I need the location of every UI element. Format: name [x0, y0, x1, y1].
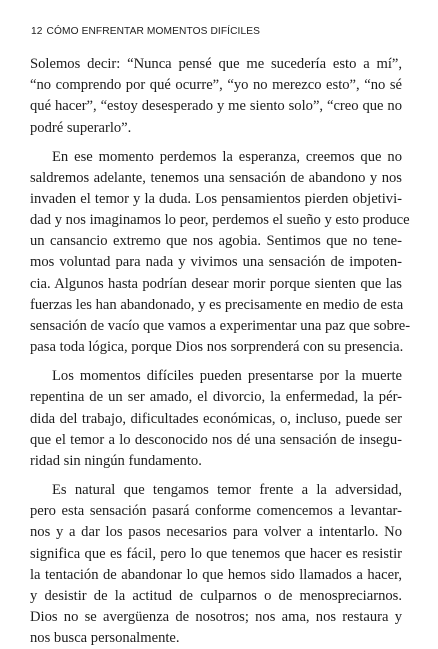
- paragraph-3: [30, 366, 402, 472]
- text-line: Es natural que tengamos temor frente a la adversidad,: [52, 481, 402, 498]
- text-line: dida del trabajo, dificultades económicas, o, incluso, puede ser: [30, 410, 402, 427]
- text-line: pero esta sensación pasará conforme comencemos a levantar-: [30, 503, 402, 520]
- text-line: invaden el temor y la duda. Los pensamientos pierden objetivi-: [30, 190, 402, 207]
- running-title: CÓMO ENFRENTAR MOMENTOS DIFÍCILES: [46, 26, 261, 37]
- text-line: saldremos adelante, tenemos una sensación de abandono y nos: [30, 169, 402, 186]
- text-line: nos busca personalmente.: [30, 630, 180, 647]
- text-line: ridad sin ningún fundamento.: [30, 452, 202, 469]
- text-line: que el temor a lo desconocido nos dé una sensación de insegu-: [30, 431, 402, 448]
- text-line: significa que es fácil, pero lo que tenemos que hacer es resistir: [30, 545, 402, 562]
- text-line: la tentación de abandonar lo que hemos sido llamados a hacer,: [30, 566, 402, 583]
- text-line: pasa toda lógica, porque Dios nos sorprenderá con su presencia.: [30, 339, 404, 356]
- text-line: cia. Algunos hasta podrían desear morir porque sienten que las: [30, 275, 402, 292]
- text-line: dad y nos imaginamos lo peor, perdemos el sueño y esto produce: [30, 212, 410, 229]
- text-line: y desistir de la actitud de culparnos o de menospreciarnos.: [30, 587, 402, 604]
- text-line: sensación de vacío que vamos a experimentar una paz que sobre-: [30, 318, 411, 335]
- text-line: fuerzas les han abandonado, y es precisamente en medio de esta: [30, 296, 404, 313]
- page-number: 12: [31, 26, 43, 37]
- text-line: En ese momento perdemos la esperanza, creemos que no: [52, 148, 402, 165]
- text-line: qué hacer”, “estoy desesperado y me siento solo”, “creo que no: [30, 98, 402, 115]
- paragraph-4: [30, 480, 402, 649]
- text-line: mos voluntad para nada y vivimos una sensación de impoten-: [30, 254, 402, 271]
- running-header: [31, 26, 260, 37]
- text-line: Los momentos difíciles pueden presentarse por la muerte: [52, 368, 402, 385]
- text-line: Solemos decir: “Nunca pensé que me sucedería esto a mí”,: [30, 56, 402, 72]
- paragraph-2: [30, 147, 411, 359]
- text-line: “no comprendo por qué ocurre”, “yo no merezco esto”, “no sé: [30, 77, 402, 94]
- text-line: podré superarlo”.: [30, 119, 132, 136]
- body-text: [30, 54, 411, 649]
- text-line: nos y a dar los pasos necesarios para volver a intentarlo. No: [30, 524, 402, 541]
- text-line: repentina de un ser amado, el divorcio, la enfermedad, la pér-: [30, 389, 402, 406]
- text-line: Dios no se avergüenza de nosotros; nos ama, nos restaura y: [30, 609, 402, 626]
- text-line: un cansancio extremo que nos agobia. Sentimos que no tene-: [30, 233, 402, 250]
- paragraph-1: [30, 54, 402, 139]
